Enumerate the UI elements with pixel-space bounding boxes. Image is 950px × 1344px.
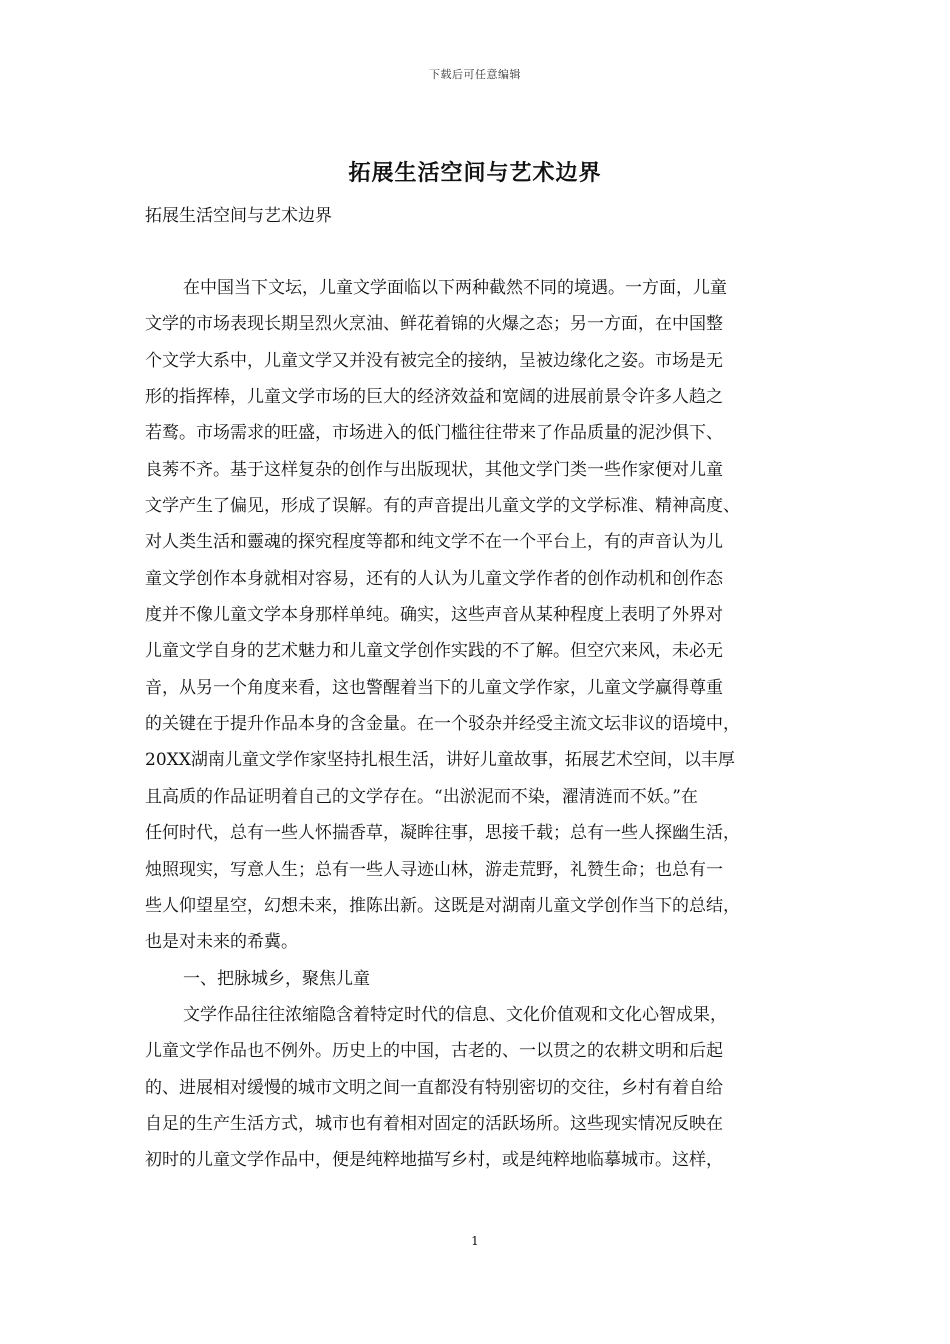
body-line: 对人类生活和靈魂的探究程度等都和纯文学不在一个平台上，有的声音认为儿 bbox=[145, 532, 723, 553]
document-title: 拓展生活空间与艺术边界 bbox=[348, 160, 602, 186]
page-number: 1 bbox=[471, 1234, 479, 1248]
body-line: 任何时代，总有一些人怀揣香草，凝眸往事，思接千载；总有一些人探幽生活， bbox=[145, 823, 740, 844]
body-line: 文学作品往往浓缩隐含着特定时代的信息、文化价值观和文化心智成果， bbox=[183, 1004, 727, 1025]
body-line: 文学的市场表现长期呈烈火烹油、鲜花着锦的火爆之态；另一方面，在中国整 bbox=[145, 314, 723, 335]
body-line: 在中国当下文坛，儿童文学面临以下两种截然不同的境遇。一方面，儿童 bbox=[183, 278, 727, 298]
document-subtitle: 拓展生活空间与艺术边界 bbox=[145, 206, 332, 226]
body-line: 个文学大系中，儿童文学又并没有被完全的接纳，呈被边缘化之姿。市场是无 bbox=[145, 350, 723, 371]
body-line: 些人仰望星空，幻想未来，推陈出新。这既是对湖南儿童文学创作当下的总结， bbox=[145, 895, 740, 916]
body-line: 良莠不齐。基于这样复杂的创作与出版现状，其他文学门类一些作家便对儿童 bbox=[145, 459, 723, 480]
body-line: 初时的儿童文学作品中，便是纯粹地描写乡村，或是纯粹地临摹城市。这样， bbox=[145, 1150, 723, 1171]
body-text bbox=[145, 270, 821, 1179]
body-line: 度并不像儿童文学本身那样单纯。确实，这些声音从某种程度上表明了外界对 bbox=[145, 605, 723, 626]
body-line: 儿童文学自身的艺术魅力和儿童文学创作实践的不了解。但空穴来风，未必无 bbox=[145, 641, 723, 662]
body-line: 的、进展相对缓慢的城市文明之间一直都没有特别密切的交往，乡村有着自给 bbox=[145, 1077, 723, 1098]
body-line: 文学产生了偏见，形成了误解。有的声音提出儿童文学的文学标准、精神高度、 bbox=[145, 496, 740, 517]
body-line: 音，从另一个角度来看，这也警醒着当下的儿童文学作家，儿童文学赢得尊重 bbox=[145, 677, 723, 698]
section-heading: 一、把脉城乡，聚焦儿童 bbox=[183, 968, 370, 989]
header-note: 下载后可任意编辑 bbox=[429, 68, 521, 81]
body-line: 儿童文学作品也不例外。历史上的中国，古老的、一以贯之的农耕文明和后起 bbox=[145, 1041, 723, 1062]
body-line: 也是对未来的希冀。 bbox=[145, 932, 298, 953]
body-line: 自足的生产生活方式，城市也有着相对固定的活跃场所。这些现实情况反映在 bbox=[145, 1113, 723, 1134]
body-line: 形的指挥棒，儿童文学市场的巨大的经济效益和宽阔的进展前景令许多人趋之 bbox=[145, 387, 723, 408]
body-line: 若鹜。市场需求的旺盛，市场进入的低门槛往往带来了作品质量的泥沙俱下、 bbox=[145, 423, 723, 444]
body-line: 20XX湖南儿童文学作家坚持扎根生活，讲好儿童故事，拓展艺术空间，以丰厚 bbox=[145, 750, 735, 771]
body-line: 烛照现实，写意人生；总有一些人寻迹山林，游走荒野，礼赞生命；也总有一 bbox=[145, 859, 723, 880]
body-line: 且高质的作品证明着自己的文学存在。“出淤泥而不染，濯清涟而不妖。”在 bbox=[145, 786, 698, 807]
body-line: 的关键在于提升作品本身的含金量。在一个驳杂并经受主流文坛非议的语境中， bbox=[145, 714, 740, 735]
body-line: 童文学创作本身就相对容易，还有的人认为儿童文学作者的创作动机和创作态 bbox=[145, 568, 723, 589]
